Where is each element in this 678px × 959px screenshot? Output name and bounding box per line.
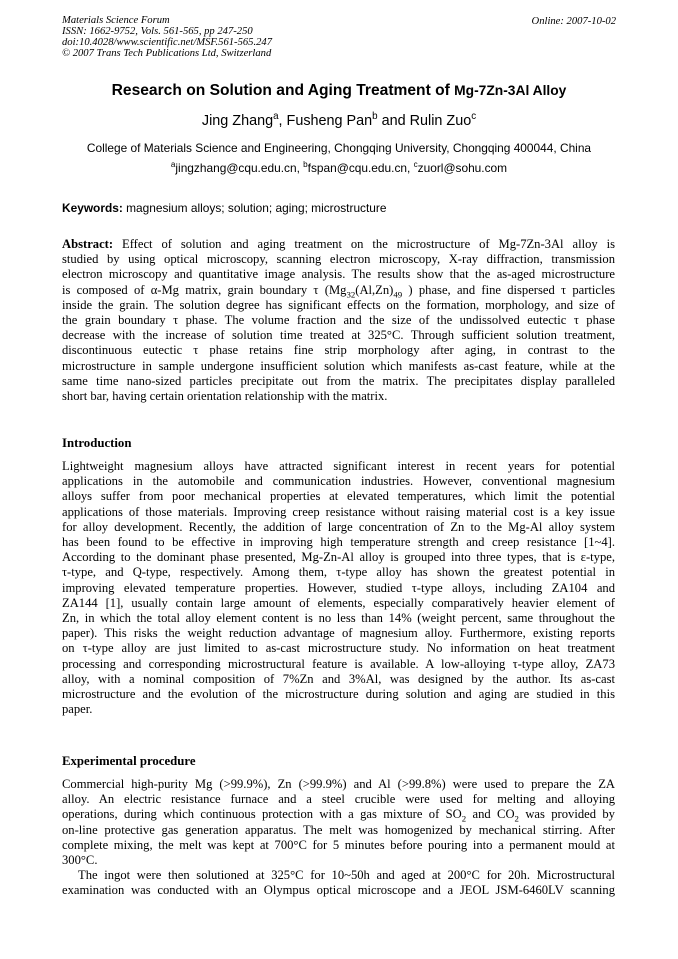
keywords-text: magnesium alloys; solution; aging; microstructure [126, 201, 387, 215]
affiliation: College of Materials Science and Engineering, Chongqing University, Chongqing 400044, China [86, 141, 592, 155]
experimental-heading: Experimental procedure [62, 754, 196, 768]
title-alloy: Mg-7Zn-3Al Alloy [454, 83, 567, 98]
intro-body [62, 459, 615, 717]
email-link[interactable]: jingzhang@cqu.edu.cn [175, 161, 297, 175]
abstract-label: Abstract: [62, 237, 114, 251]
intro-line: paper). This risks the weight reduction advantage of magnesium alloy. Furthermore, existing reports [62, 626, 615, 641]
intro-line: applications of those materials. Improving creep resistance without raising material cost is a key issue [62, 504, 615, 519]
author-name: Fusheng Pan [286, 113, 373, 129]
email-sup: b [303, 160, 308, 170]
abstract-line: same time nano-sized particles precipitate out from the matrix. The precipitates display paralleled [62, 373, 615, 388]
paper-title [30, 82, 648, 100]
abstract-text: Effect of solution and aging treatment on the microstructure of Mg-7Zn-3Al alloy is [122, 237, 615, 251]
abstract-line: studied by using optical microscopy, scanning electron microscopy, X-ray diffraction, transmission [62, 252, 615, 267]
intro-line: paper. [62, 702, 93, 717]
abstract-line: electron microscopy and quantitative image analysis. The results show that the as-aged microstructure [62, 267, 615, 282]
abstract-line [62, 237, 615, 252]
title-main: Research on Solution and Aging Treatment of [111, 82, 450, 99]
author-separator: , [278, 113, 287, 129]
formula-sub: 49 [393, 289, 403, 300]
email-sup: c [413, 160, 418, 170]
intro-line: processing and corresponding microstructural feature is available. A low-alloying τ-type alloy, ZA73 [62, 656, 615, 671]
formula-sub: 32 [346, 289, 356, 300]
exp-line: 300°C. [62, 853, 98, 868]
intro-line: τ-type, and Q-type, respectively. Among them, τ-type alloy has shown the greatest potential in [62, 565, 615, 580]
formula-mid: (Al,Zn) [355, 282, 394, 297]
abstract [62, 237, 615, 404]
intro-line: for alloy development. Recently, the addition of large concentration of Zn to the Mg-Al alloy system [62, 519, 615, 534]
author-sup: c [471, 111, 477, 123]
exp-line [62, 807, 615, 822]
intro-line: has been found to be effective in improving high temperature strength and creep resistance [1~4]. [62, 535, 615, 550]
exp-line: alloy. An electric resistance furnace and a steel crucible were used for melting and alloying [62, 792, 615, 807]
intro-line: applications in the automobile and communication industries. However, conventional magnesium [62, 474, 615, 489]
formula-sub: 2 [461, 813, 467, 824]
author-name: Jing Zhang [201, 113, 274, 129]
abstract-text: is composed of α-Mg matrix, grain boundary τ (Mg [62, 282, 347, 297]
intro-line: alloys suffer from poor mechanical properties at elevated temperatures, which limit the potential [62, 489, 615, 504]
intro-line: Lightweight magnesium alloys have attracted significant interest in recent years for potential [62, 459, 615, 473]
intro-line: alloy, with a nominal composition of 7%Zn and 3%Al, was designed by the author. Its as-cast [62, 671, 615, 686]
author-and: and [377, 113, 410, 129]
intro-line: According to the dominant phase presented, Mg-Zn-Al alloy is grouped into three types, that is ε-type, [62, 550, 615, 565]
intro-line: Zn, in which the total alloy element content is no less than 14% (weight percent, same throughout the [62, 611, 615, 626]
author-name: Rulin Zuo [409, 113, 472, 129]
intro-heading: Introduction [62, 436, 132, 450]
exp-text: was provided by [518, 807, 615, 822]
keywords-label: Keywords: [62, 201, 123, 215]
abstract-line: the grain boundary τ phase. The volume fraction and the size of the undissolved eutectic τ phase [62, 313, 615, 328]
abstract-line: short bar, having certain orientation relationship with the matrix. [62, 389, 388, 404]
issn-line: ISSN: 1662-9752, Vols. 561-565, pp 247-250 [62, 26, 253, 37]
exp-line: examination was conducted with an Olympus optical microscope and a JEOL JSM-6460LV scanning [62, 883, 615, 898]
exp-line: Commercial high-purity Mg (>99.9%), Zn (>99.9%) and Al (>99.8%) were used to prepare the ZA [62, 777, 615, 791]
abstract-line: discontinuous eutectic τ phase retains fine strip morphology after aging, in contrast to the [62, 343, 615, 358]
email-link[interactable]: zuorl@sohu.com [417, 161, 508, 175]
online-date: Online: 2007-10-02 [531, 16, 616, 27]
abstract-line: decrease with the increase of solution time treated at 325°C. Through sufficient solution treatment, [62, 328, 615, 343]
author-list [30, 113, 648, 129]
email-sup: a [170, 160, 176, 170]
journal-name: Materials Science Forum [62, 15, 170, 26]
doi-line: doi:10.4028/www.scientific.net/MSF.561-565.247 [62, 37, 272, 48]
exp-text: operations, during which continuous protection with a gas mixture of SO [62, 807, 462, 822]
intro-line: on τ-type alloy are just limited to as-cast microstructure study. No information on heat treatment [62, 641, 615, 656]
email-list: $^a$jingzhang@cqu.edu.cn, $^b$fspan@cqu.edu.cn, $^c$zuorl@sohu.com [170, 160, 508, 175]
email-link[interactable]: fspan@cqu.edu.cn [307, 161, 408, 175]
author-sup: a [273, 111, 279, 123]
exp-text: and CO [466, 807, 515, 822]
abstract-line: microstructure in sample undergone insufficient solution which manifests as-cast feature, while at the [62, 358, 615, 373]
intro-line: improving elevated temperature properties. However, studied τ-type alloys, including ZA104 and [62, 580, 615, 595]
intro-line: ZA144 [1], usually contain large amount of elements, especially comparatively heavier element of [62, 595, 615, 610]
copyright-line: © 2007 Trans Tech Publications Ltd, Switzerland [62, 48, 272, 59]
abstract-line: inside the grain. The solution degree has significant effects on the formation, morphology, and size of [62, 297, 615, 312]
abstract-line [62, 283, 615, 298]
formula-sub: 2 [514, 813, 519, 824]
author-sup: b [372, 111, 378, 123]
keywords [62, 201, 387, 215]
intro-line: microstructure and the evolution of the microstructure during solution and aging are studied in this [62, 687, 615, 702]
abstract-text: ) phase, and fine dispersed τ particles [402, 282, 615, 297]
experimental-body [62, 777, 615, 899]
exp-line: on-line protective gas generation apparatus. The melt was homogenized by mechanical stirring. After [62, 822, 615, 837]
exp-line: The ingot were then solutioned at 325°C for 10~50h and aged at 200°C for 20h. Microstructural [78, 868, 615, 883]
exp-line: complete mixing, the melt was kept at 700°C for 5 minutes before pouring into a permanent mould at [62, 837, 615, 852]
